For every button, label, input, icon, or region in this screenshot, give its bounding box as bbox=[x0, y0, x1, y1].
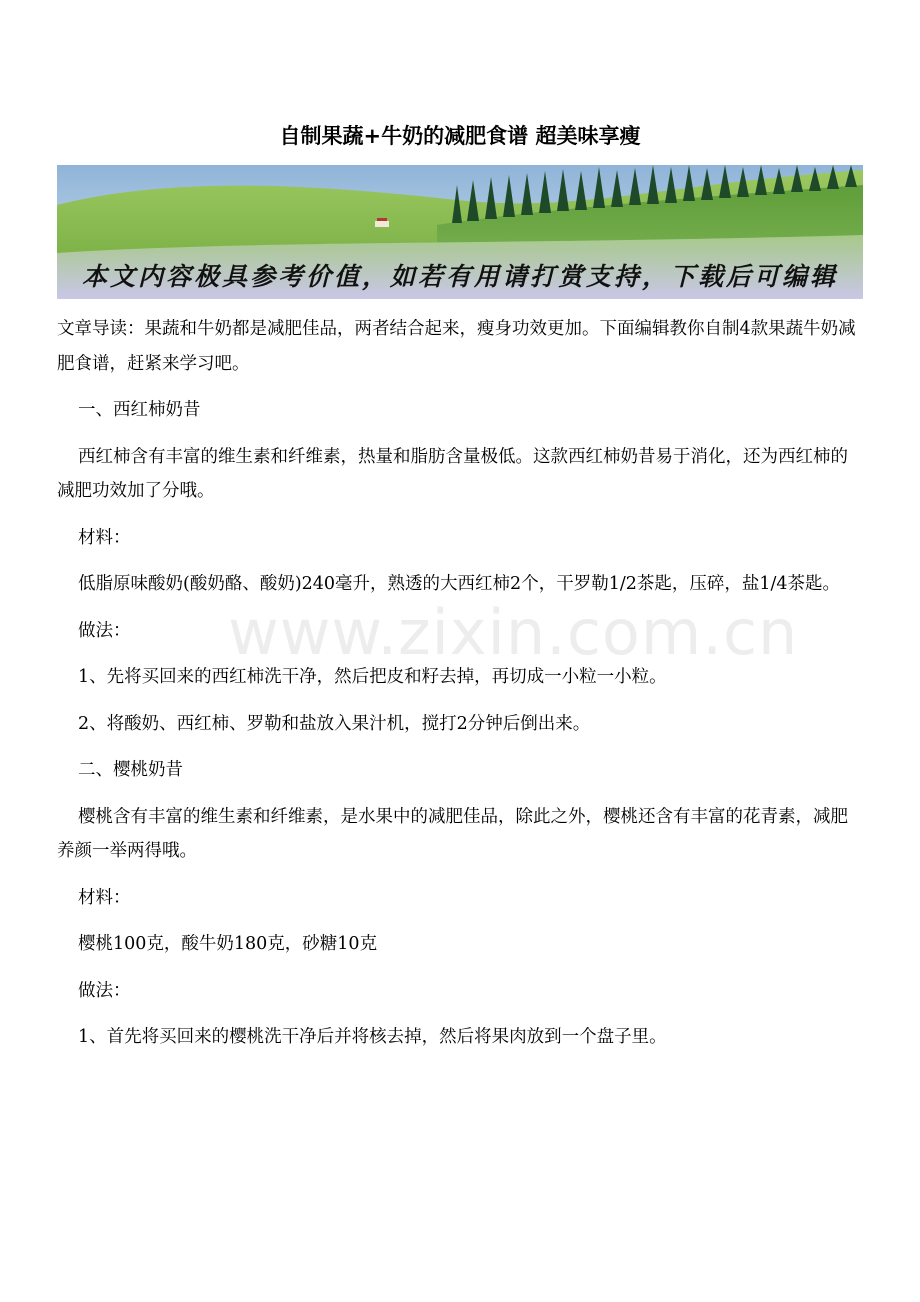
intro-paragraph: 文章导读：果蔬和牛奶都是减肥佳品，两者结合起来，瘦身功效更加。下面编辑教你自制4款果蔬牛奶减肥食谱，赶紧来学习吧。 bbox=[57, 319, 856, 374]
document-title: 自制果蔬+牛奶的减肥食谱 超美味享瘦 bbox=[279, 124, 641, 148]
article-body bbox=[57, 312, 865, 1055]
ingredients-label: 材料： bbox=[78, 527, 131, 548]
ingredients-label: 材料： bbox=[78, 887, 131, 908]
step-paragraph: 1、先将买回来的西红柿洗干净，然后把皮和籽去掉，再切成一小粒一小粒。 bbox=[78, 667, 667, 687]
banner-caption: 本文内容极具参考价值，如若有用请打赏支持，下载后可编辑 bbox=[81, 262, 838, 291]
step-paragraph: 2、将酸奶、西红柿、罗勒和盐放入果汁机，搅打2分钟后倒出来。 bbox=[78, 713, 591, 734]
method-label: 做法： bbox=[78, 620, 131, 641]
watermark: www.zixin.com.cn bbox=[228, 596, 799, 669]
banner-image bbox=[57, 165, 863, 299]
method-label: 做法： bbox=[78, 980, 131, 1001]
body-paragraph: 樱桃含有丰富的维生素和纤维素，是水果中的减肥佳品，除此之外，樱桃还含有丰富的花青素，减肥养颜一举两得哦。 bbox=[57, 806, 848, 861]
ingredients-paragraph: 樱桃100克，酸牛奶180克，砂糖10克 bbox=[78, 934, 378, 954]
section-heading: 一、西红柿奶昔 bbox=[78, 400, 201, 420]
ingredients-paragraph: 低脂原味酸奶(酸奶酪、酸奶)240毫升，熟透的大西红柿2个，干罗勒1/2茶匙，压碎，盐1/4茶匙。 bbox=[78, 574, 841, 594]
step-paragraph: 1、首先将买回来的樱桃洗干净后并将核去掉，然后将果肉放到一个盘子里。 bbox=[78, 1027, 667, 1047]
section-heading: 二、樱桃奶昔 bbox=[78, 760, 183, 780]
body-paragraph: 西红柿含有丰富的维生素和纤维素，热量和脂肪含量极低。这款西红柿奶昔易于消化，还为西红柿的减肥功效加了分哦。 bbox=[57, 446, 848, 501]
